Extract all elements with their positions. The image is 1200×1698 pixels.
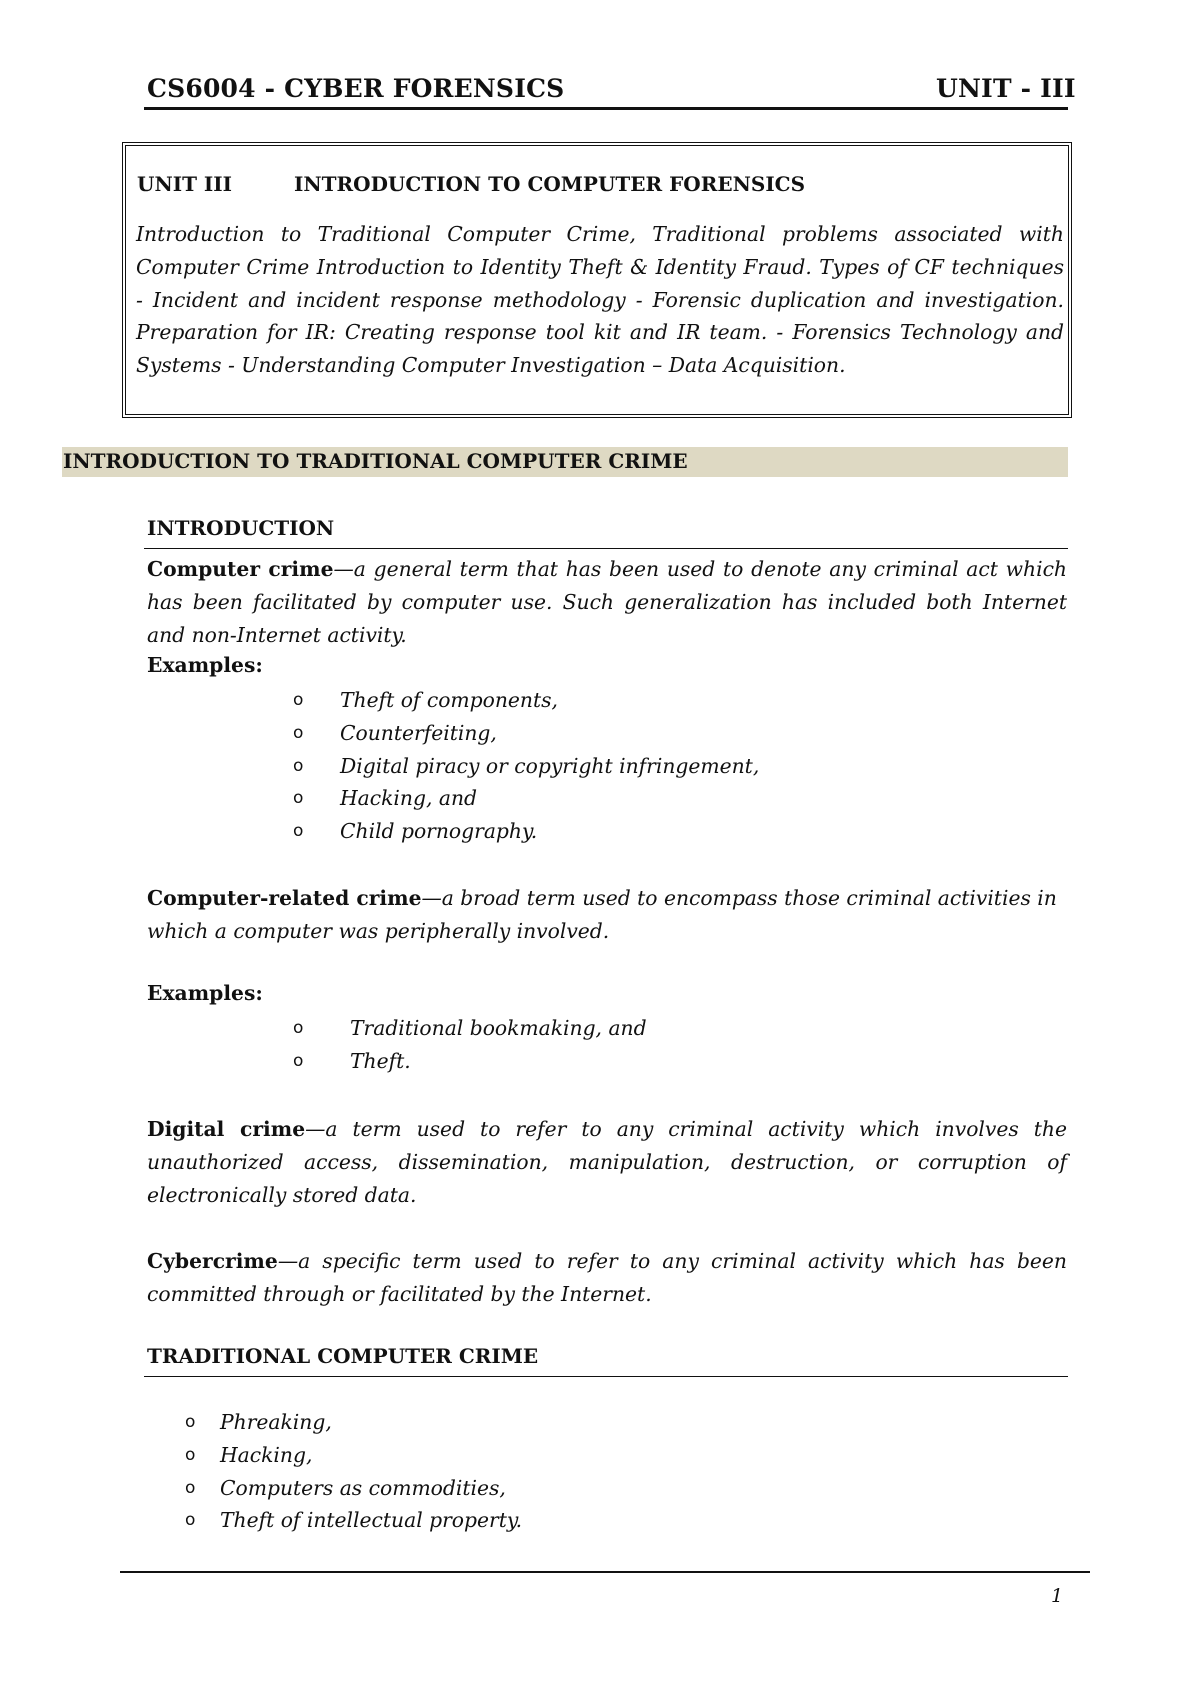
bullet-icon: o <box>293 755 304 776</box>
cybercrime-term: Cybercrime <box>147 1249 278 1273</box>
list-item: o Theft. <box>293 1045 893 1078</box>
bullet-icon: o <box>293 1018 304 1038</box>
footer-divider <box>120 1571 1090 1573</box>
traditional-crime-heading: TRADITIONAL COMPUTER CRIME <box>147 1344 539 1368</box>
bullet-icon: o <box>185 1444 196 1465</box>
examples2-label: Examples: <box>147 981 263 1005</box>
syllabus-text: Introduction to Traditional Computer Crime, Traditional problems associated with Computer Crime Introduction to Identity Theft & Identity Fraud. Types of CF techniques - Incident and incident response methodology - Forensic duplication and investigation. Preparation for IR: Creating response tool kit and IR team. - Forensics Technology and Systems - Understanding Computer Investigation – Data Acquisition. <box>136 222 1064 378</box>
computer-crime-term: Computer crime <box>147 557 334 581</box>
list-item: o Hacking, <box>185 1439 885 1472</box>
computer-related-crime-term: Computer-related crime <box>147 886 422 910</box>
computer-crime-paragraph <box>147 553 1067 651</box>
list-item: o Theft of intellectual property. <box>185 1504 885 1537</box>
list-item: o Hacking, and <box>293 782 893 815</box>
list-item: o Digital piracy or copyright infringement, <box>293 750 893 783</box>
computer-related-crime-definition: —a broad term used to encompass those criminal activities in which a computer was peripherally involved. <box>147 886 1057 943</box>
header-course-title: CS6004 - CYBER FORENSICS <box>147 74 565 103</box>
syllabus-unit-label: UNIT III <box>137 172 232 196</box>
syllabus-unit-title: INTRODUCTION TO COMPUTER FORENSICS <box>294 172 806 196</box>
traditional-crime-list <box>185 1406 885 1537</box>
digital-crime-term: Digital crime <box>147 1117 306 1141</box>
page-number: 1 <box>1051 1585 1064 1607</box>
bullet-icon: o <box>293 788 304 809</box>
bullet-icon: o <box>293 690 304 710</box>
list-item: o Computers as commodities, <box>185 1472 885 1505</box>
computer-related-crime-paragraph <box>147 882 1067 948</box>
bullet-icon: o <box>293 722 304 743</box>
bullet-icon: o <box>293 821 304 842</box>
examples-label: Examples: <box>147 653 263 677</box>
examples2-list <box>293 1012 893 1078</box>
intro-heading-rule <box>144 548 1068 549</box>
intro-heading: INTRODUCTION <box>147 516 335 540</box>
digital-crime-definition: —a term used to refer to any criminal activity which involves the unauthorized access, dissemination, manipulation, destruction, or corruption of electronically stored data. <box>147 1117 1067 1207</box>
list-item: o Theft of components, <box>293 684 893 717</box>
cybercrime-paragraph <box>147 1245 1067 1311</box>
computer-crime-definition: —a general term that has been used to denote any criminal act which has been facilitated by computer use. Such generalization has included both Internet and non-Internet activity. <box>147 557 1067 647</box>
header-divider <box>144 107 1068 110</box>
bullet-icon: o <box>185 1412 196 1432</box>
list-item: o Child pornography. <box>293 815 893 848</box>
list-item: o Phreaking, <box>185 1406 885 1439</box>
section-title: INTRODUCTION TO TRADITIONAL COMPUTER CRIME <box>63 449 688 473</box>
traditional-crime-heading-rule <box>144 1376 1068 1377</box>
header-unit: UNIT - III <box>936 74 1076 103</box>
list-item: o Counterfeiting, <box>293 717 893 750</box>
cybercrime-definition: —a specific term used to refer to any criminal activity which has been committed through or facilitated by the Internet. <box>147 1249 1067 1306</box>
examples-list <box>293 684 893 848</box>
bullet-icon: o <box>293 1050 304 1071</box>
bullet-icon: o <box>185 1510 196 1531</box>
list-item: o Traditional bookmaking, and <box>293 1012 893 1045</box>
bullet-icon: o <box>185 1477 196 1498</box>
digital-crime-paragraph <box>147 1113 1067 1211</box>
